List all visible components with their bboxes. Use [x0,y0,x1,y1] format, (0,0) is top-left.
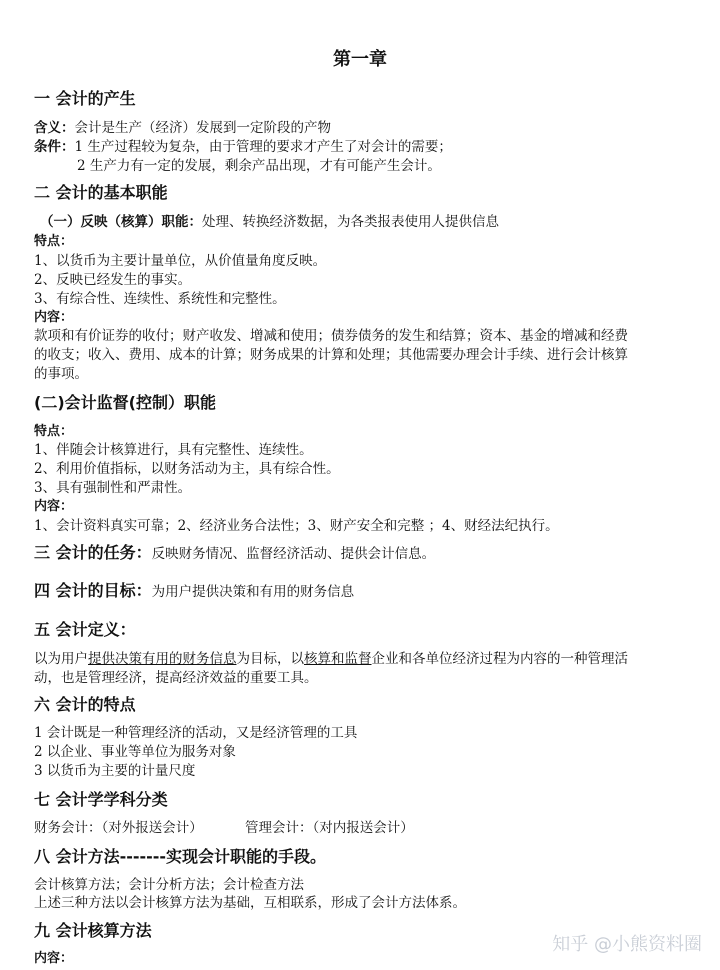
section-4-heading: 四 会计的目标 [34,581,136,600]
section-5-colon: ： [119,620,136,639]
function-1-line [40,213,499,231]
feature-item-3: 3 以货币为主要的计量尺度 [34,763,196,779]
definition-line [34,119,331,137]
section-4-line [34,582,354,601]
features-colon-2: ： [60,424,74,439]
function-1-feature-2: 2、反映已经发生的事实。 [34,272,192,288]
content-label-text: 内容 [34,310,61,325]
features-colon: ： [60,234,74,249]
condition-2: 2 生产力有一定的发展，剩余产品出现，才有可能产生会计。 [77,158,441,174]
chapter-title: 第一章 [333,49,387,70]
section-6-heading: 六 会计的特点 [34,695,136,714]
features-label [34,233,73,251]
methods-line-1: 会计核算方法；会计分析方法；会计检查方法 [34,877,304,893]
section-3-colon: ： [135,543,152,562]
function-2-feature-3: 3、具有强制性和严肃性。 [34,480,192,496]
function-1-feature-1: 1、以货币为主要计量单位，从价值量角度反映。 [34,253,327,269]
function-1-colon: ： [188,214,202,230]
feature-item-2: 2 以企业、事业等单位为服务对象 [34,744,236,760]
definition-underline-1: 提供决策有用的财务信息 [88,651,237,667]
definition-part-c: 企业和各单位经济过程为内容的一种管理活 [371,651,628,667]
content-label [34,309,73,327]
definition-colon: ： [61,120,75,136]
function-1-text: 处理、转换经济数据，为各类报表使用人提供信息 [202,214,499,230]
definition-text: 会计是生产（经济）发展到一定阶段的产物 [74,120,331,136]
section-1-heading: 一 会计的产生 [34,89,136,108]
definition-part-b: 为目标，以 [236,651,304,667]
function-2-feature-1: 1、伴随会计核算进行，具有完整性、连续性。 [34,442,313,458]
definition-paragraph-line-1 [34,650,628,668]
content-label-2-text: 内容 [34,499,61,514]
function-2-content: 1、会计资料真实可靠；2、经济业务合法性；3、财产安全和完整 ；4、财经法纪执行。 [34,518,559,534]
conditions-line-1 [34,138,452,156]
section-5-heading: 五 会计定义 [34,620,120,639]
condition-1: 1 生产过程较为复杂，由于管理的要求才产生了对会计的需要； [74,139,452,155]
section-4-text: 为用户提供决策和有用的财务信息 [151,584,355,600]
section-2-heading: 二 会计的基本职能 [34,183,168,202]
definition-label: 含义 [34,120,61,136]
features-label-text: 特点 [34,234,61,249]
definition-underline-2: 核算和监督 [304,651,372,667]
content-colon: ： [60,310,74,325]
content-label-2 [34,498,73,516]
features-label-2-text: 特点 [34,424,61,439]
conditions-label: 条件 [34,139,61,155]
function-1-label: （一）反映（核算）职能 [40,214,189,230]
section-7-heading: 七 会计学学科分类 [34,790,168,809]
section-3-text: 反映财务情况、监督经济活动、提供会计信息。 [151,546,436,562]
feature-item-1: 1 会计既是一种管理经济的活动，又是经济管理的工具 [34,725,358,741]
function-2-heading: (二)会计监督(控制）职能 [34,393,216,412]
watermark: 知乎 @小熊资料圈 [552,934,702,955]
function-1-content-line-1: 款项和有价证券的收付；财产收发、增减和使用；债券债务的发生和结算；资本、基金的增减和经费 [34,328,628,344]
section-5-heading-line [34,621,136,640]
function-1-content-line-3: 的事项。 [34,366,88,382]
section-8-heading: 八 会计方法-------实现会计职能的手段。 [34,847,327,866]
section-3-line [34,544,435,563]
content-colon-2: ： [60,499,74,514]
function-1-feature-3: 3、有综合性、连续性、系统性和完整性。 [34,291,286,307]
function-1-content-line-2: 的收支；收入、费用、成本的计算；财务成果的计算和处理；其他需要办理会计手续、进行会计核算 [34,347,628,363]
section-9-heading: 九 会计核算方法 [34,921,152,940]
section-4-colon: ： [135,581,152,600]
definition-paragraph-line-2: 动，也是管理经济，提高经济效益的重要工具。 [34,670,318,686]
methods-line-2: 上述三种方法以会计核算方法为基础，互相联系，形成了会计方法体系。 [34,895,466,911]
section-9-content-label-text: 内容 [34,951,61,966]
financial-accounting: 财务会计：（对外报送会计） [34,820,203,836]
management-accounting: 管理会计：（对内报送会计） [245,820,414,836]
features-label-2 [34,423,73,441]
section-9-content-colon: ： [60,951,74,966]
definition-part-a: 以为用户 [34,651,88,667]
function-2-feature-2: 2、利用价值指标，以财务活动为主，具有综合性。 [34,461,340,477]
conditions-colon: ： [61,139,75,155]
section-9-content-label [34,950,73,968]
section-3-heading: 三 会计的任务 [34,543,136,562]
